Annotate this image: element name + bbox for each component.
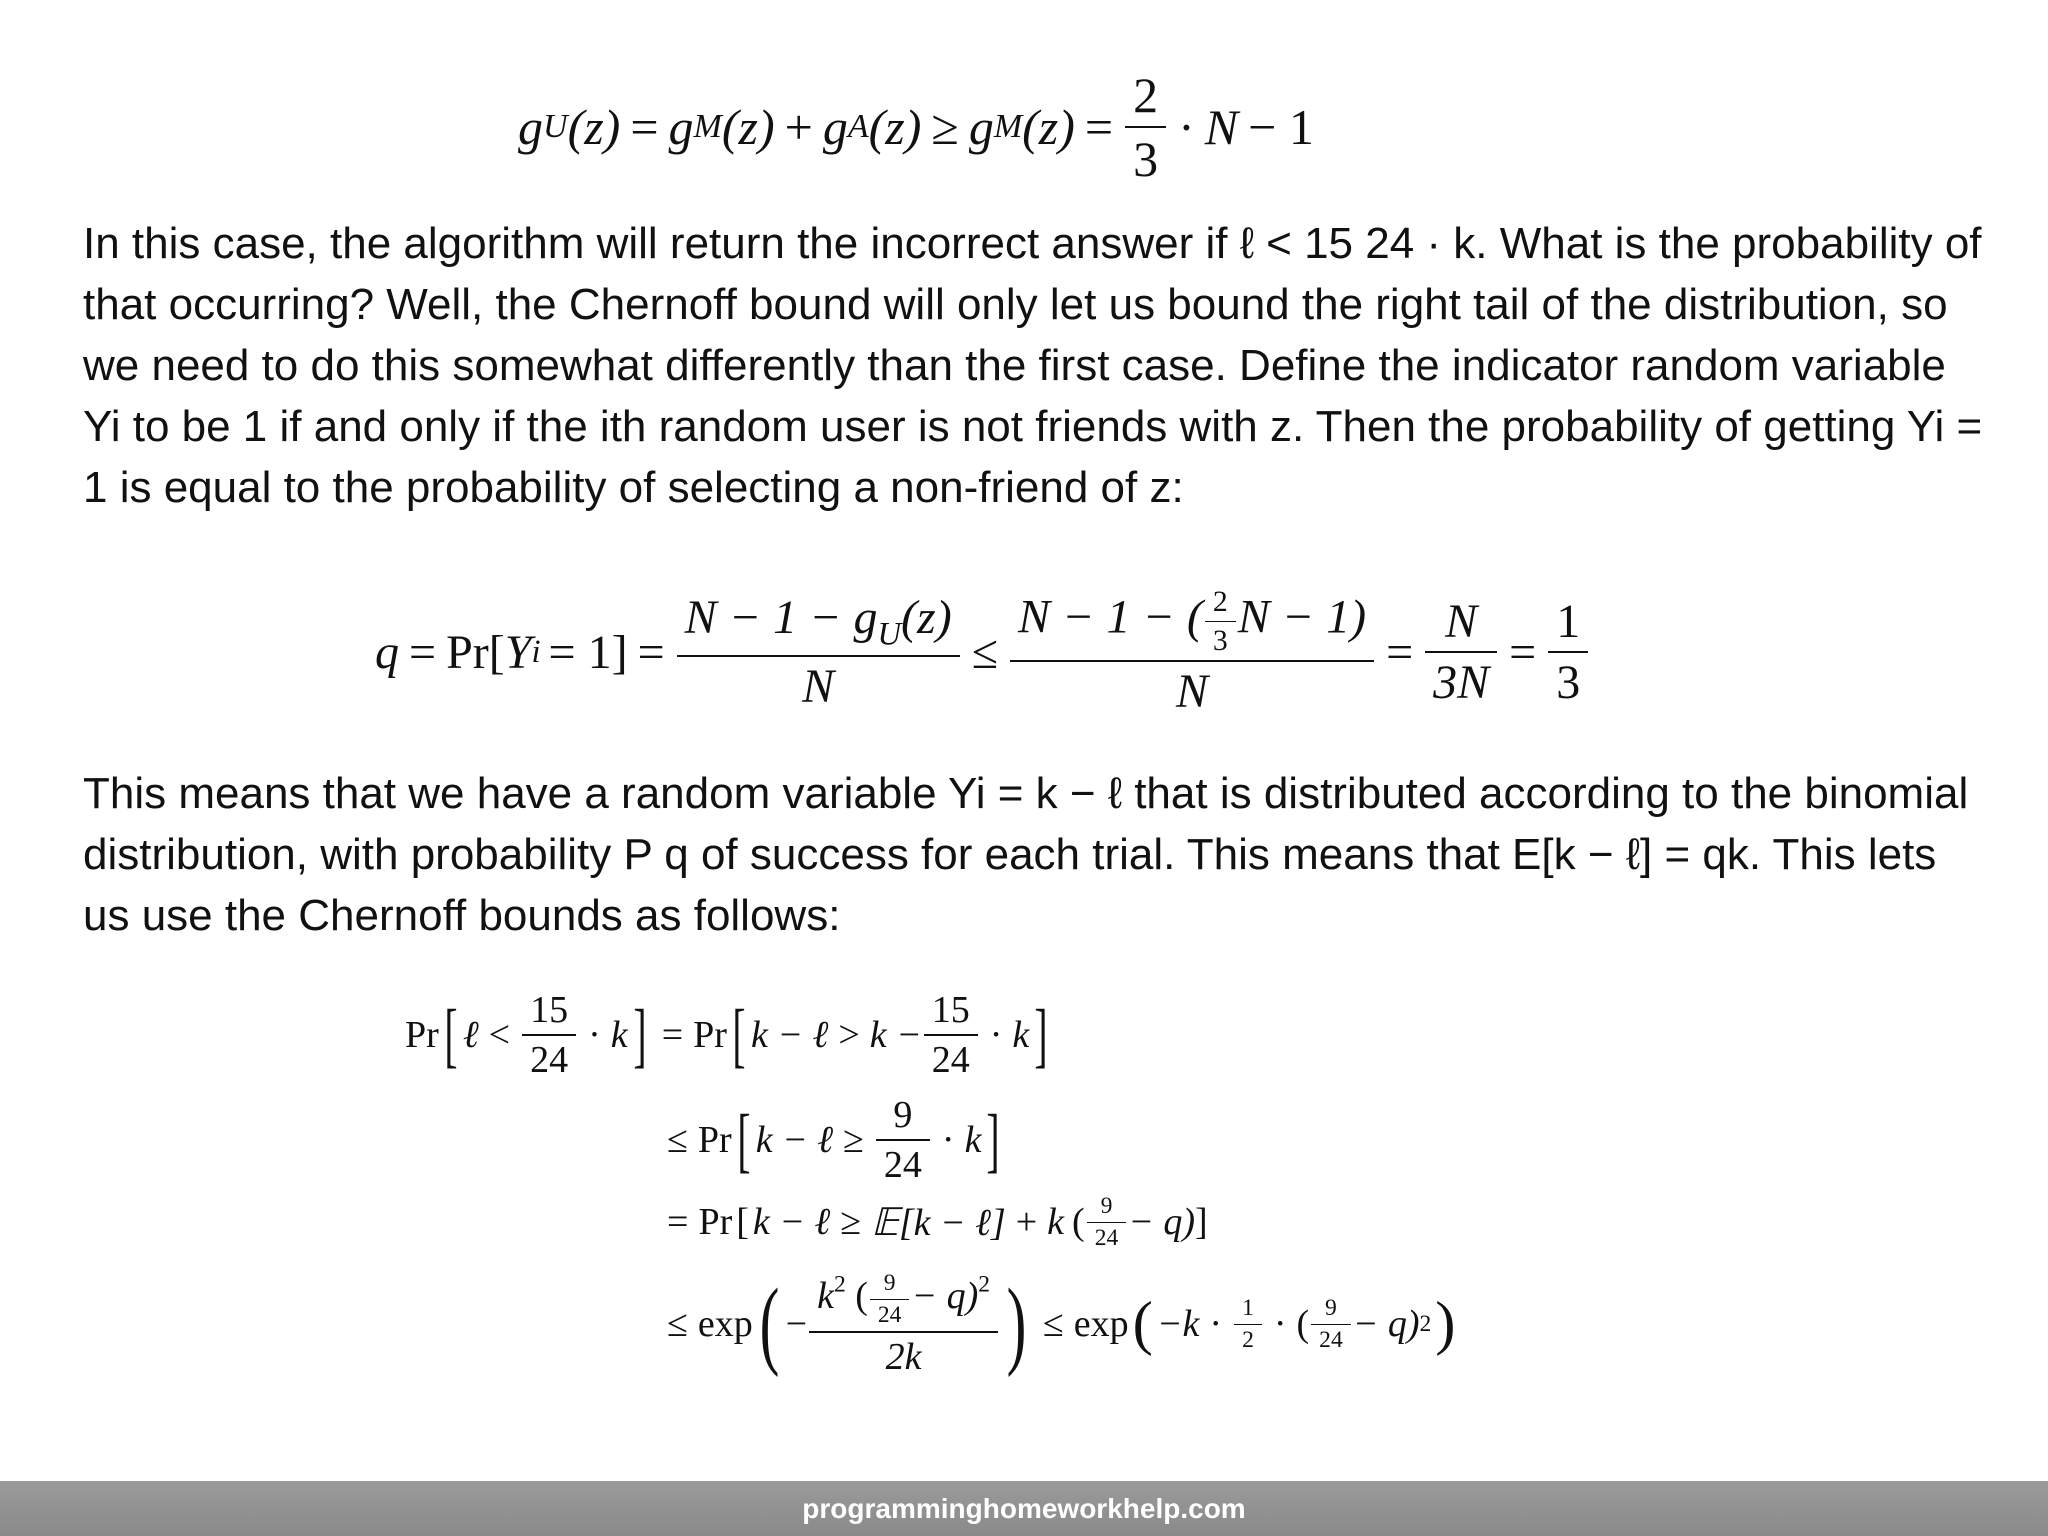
eq-denominator: 3 [1548,651,1588,710]
eq-fraction [1315,1295,1347,1354]
eq-bracket-open: [ [736,1201,749,1243]
eq-pr: Pr [697,1119,732,1161]
eq-term: k − ℓ [755,1119,834,1161]
eq-arg: (z) [721,99,775,155]
eq-numerator: 9 [1100,1192,1113,1219]
eq-operator: ≤ [667,1119,688,1161]
eq-term: − 1 [1248,99,1314,155]
eq-denominator: 24 [870,1299,910,1329]
eq-operator: ≥ [840,1201,862,1243]
footer-site-link[interactable]: programminghomeworkhelp.com [802,1492,1246,1524]
eq-paren-open: ( [759,1268,780,1378]
eq-exp: exp [697,1303,753,1345]
eq-operator: = [1509,625,1537,679]
eq-denominator: 24 [1087,1222,1127,1252]
eq-symbol: g [968,99,994,155]
eq-symbol: k [1047,1201,1065,1243]
eq-denominator: 3 [1205,621,1236,658]
footer-bar [0,1481,2048,1536]
eq-arg: (z) [868,99,922,155]
eq-paren-open: ( [1132,1290,1153,1357]
eq-symbol: k [610,1014,628,1056]
eq-bracket-close: ] [1034,994,1048,1075]
eq-denominator: 24 [522,1034,576,1082]
equation-chernoff-derivation [405,980,1525,1400]
eq-subscript: M [693,108,722,145]
eq-operator: = [1084,99,1114,155]
eq-row-4 [667,1254,1456,1394]
eq-symbol: k [817,1274,834,1317]
eq-operator: − [785,1303,808,1345]
eq-fraction [1014,585,1370,719]
eq-bracket-close: ] [986,1099,1001,1180]
eq-fraction [1238,1295,1258,1354]
eq-term: − q) [1352,1303,1420,1345]
equation-q-probability [375,585,1590,718]
eq-numerator: 15 [931,989,970,1031]
eq-operator: · [1209,1303,1223,1345]
eq-numerator: 1 [1556,595,1581,648]
eq-bracket-close: ] [633,994,647,1075]
eq-operator: ≥ [931,99,959,155]
eq-term: − q) [1128,1201,1196,1243]
eq-fraction [681,590,956,714]
eq-denominator: 2k [809,1331,998,1379]
eq-numerator: 9 [1325,1294,1337,1321]
eq-row-1 [405,980,1053,1090]
eq-bracket-open: [ [444,994,458,1075]
eq-subscript: U [543,108,568,145]
eq-operator: = [409,625,437,679]
eq-subscript: A [847,108,869,145]
eq-numerator: 1 [1242,1294,1254,1321]
eq-operator: ≥ [843,1119,864,1161]
eq-denominator: N [677,655,960,714]
eq-numerator: N [1445,595,1478,648]
eq-denominator: 24 [876,1139,930,1187]
eq-paren-open: ( [1072,1201,1085,1243]
eq-superscript: 2 [833,1271,846,1298]
eq-symbol: ℓ [462,1014,479,1056]
eq-term: N − 1) [1237,590,1367,644]
eq-symbol: g [518,99,543,155]
eq-pr: Pr [693,1014,727,1056]
eq-symbol: g [668,99,694,155]
eq-term: k − [869,1014,922,1056]
eq-bracket-close: ] [1195,1201,1208,1243]
eq-fraction [1429,594,1493,710]
eq-fraction [874,1270,906,1329]
eq-fraction [526,988,572,1082]
eq-denominator: 2 [1234,1324,1262,1354]
eq-subscript: M [993,108,1023,145]
eq-symbol: q [375,625,399,679]
eq-expectation: 𝔼[k − ℓ] [871,1201,1006,1244]
eq-paren-close: ) [1435,1290,1456,1357]
eq-term: − q) [911,1274,979,1317]
eq-term: k − ℓ [752,1201,831,1243]
eq-bracket-open: [ [737,1099,751,1180]
eq-symbol: N [1204,99,1239,155]
eq-symbol: k [1012,1014,1030,1056]
eq-numerator [681,590,956,655]
eq-fraction [1209,585,1232,658]
eq-superscript: 2 [978,1271,991,1298]
eq-term: N − 1 − g [684,590,878,644]
eq-operator: = [1386,625,1414,679]
eq-term: N − 1 − ( [1018,590,1203,644]
eq-denominator: 24 [924,1034,978,1082]
eq-symbol: Y [504,625,532,679]
eq-operator: < [488,1014,511,1056]
eq-operator: = [637,625,665,679]
eq-operator: · [588,1014,601,1056]
eq-term: = 1] [548,625,628,679]
eq-term: −k [1156,1303,1200,1345]
eq-operator: ≤ [971,625,999,679]
eq-operator: · [1178,99,1195,155]
eq-fraction [1552,594,1584,710]
eq-pr: Pr [698,1201,733,1243]
eq-paren-open: ( [1296,1303,1310,1345]
eq-exp: exp [1073,1303,1129,1345]
eq-operator: · [941,1119,955,1161]
eq-denominator: 3N [1425,651,1497,710]
eq-denominator: 3 [1125,126,1166,188]
eq-numerator: 9 [883,1269,896,1296]
eq-numerator: 2 [1133,67,1159,123]
eq-superscript: 2 [1419,1310,1432,1337]
eq-fraction [1129,66,1162,188]
eq-symbol: k [964,1119,982,1161]
eq-denominator: N [1010,660,1374,719]
eq-operator: = [667,1201,689,1243]
eq-subscript: U [877,616,902,653]
eq-row-3 [667,1192,1208,1252]
eq-fraction [813,1270,994,1379]
eq-denominator: 24 [1311,1324,1351,1354]
eq-arg: (z) [901,590,952,644]
eq-numerator [1014,585,1370,660]
paragraph-incorrect-answer-case: In this case, the algorithm will return the incorrect answer if ℓ < 15 24 · k. What is the probability of that occurring? Well, the Chernoff bound will only let us bound the right tail of the distribution, so we need to do this somewhat differently than the first case. Define the indicator random variable Yi to be 1 if and only if the ith random user is not friends with z. Then the probability of getting Yi = 1 is equal to the probability of selecting a non-friend of z: [83,219,1983,512]
paragraph-binomial-distribution: This means that we have a random variable Yi = k − ℓ that is distributed according to the binomial distribution, with probability P q of success for each trial. This means that E[k − ℓ] = qk. This lets us use the Chernoff bounds as follows: [83,769,1969,940]
eq-fraction [928,988,974,1082]
eq-fraction [1091,1193,1123,1252]
eq-bracket-open: [ [732,994,746,1075]
eq-term: k − ℓ [750,1014,829,1056]
eq-fraction [880,1093,926,1187]
eq-numerator: 9 [893,1094,913,1136]
eq-numerator: $k^2$ ( $\frac{9}{24}$ − q)$^2$ [817,1269,991,1328]
eq-operator: = [630,99,659,155]
eq-operator: > [838,1014,860,1056]
eq-arg: (z) [567,99,621,155]
eq-subscript: i [531,633,541,670]
eq-row-2 [667,1090,1005,1190]
eq-numerator: 2 [1212,585,1228,618]
eq-operator: ≤ [1042,1303,1064,1345]
eq-operator: · [989,1014,1003,1056]
eq-operator: + [784,99,813,155]
eq-operator: + [1015,1201,1038,1243]
eq-pr: Pr[ [446,625,505,679]
eq-paren-close: ) [1006,1268,1027,1378]
eq-operator: = [661,1014,684,1056]
equation-gu [518,62,1324,192]
eq-arg: (z) [1022,99,1075,155]
eq-operator: ≤ [667,1303,688,1345]
eq-pr: Pr [405,1014,439,1056]
eq-numerator: 15 [530,989,569,1031]
eq-symbol: g [822,99,848,155]
eq-operator: · [1273,1303,1287,1345]
